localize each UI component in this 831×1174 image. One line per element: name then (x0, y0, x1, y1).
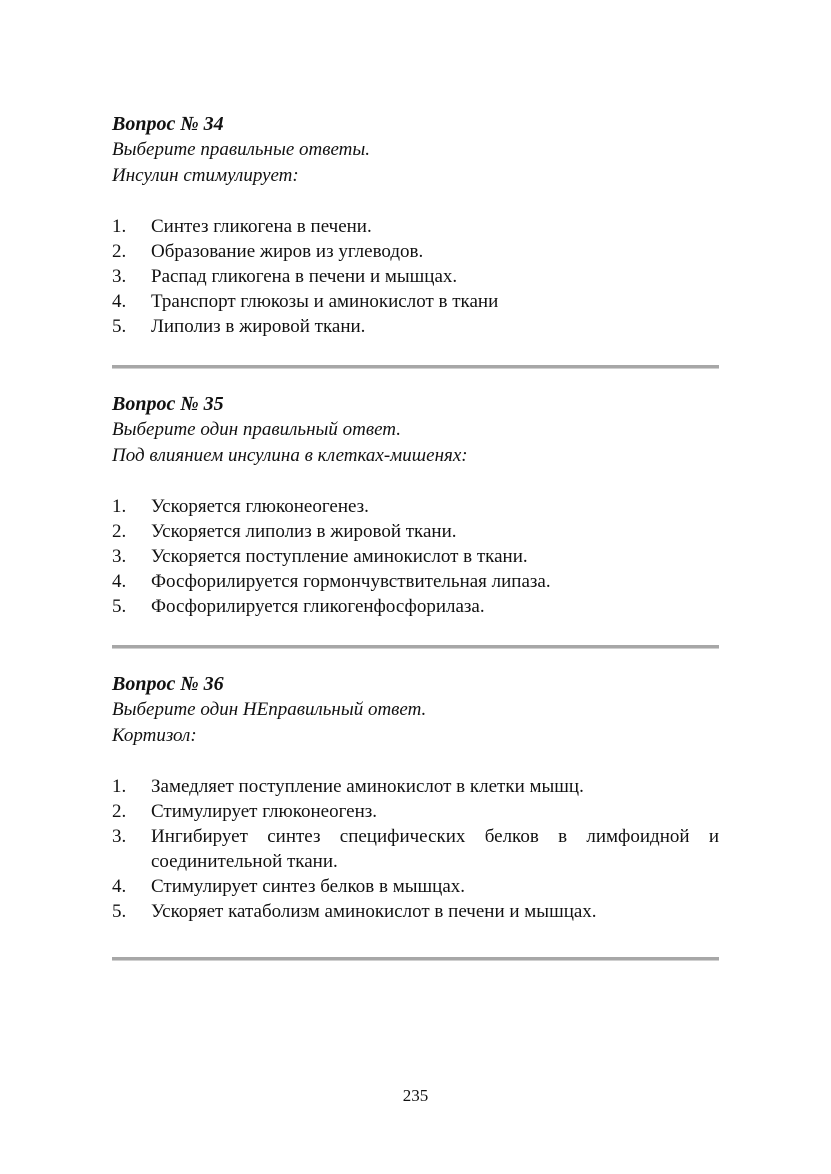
answer-number: 4. (112, 291, 127, 312)
answer-number: 3. (112, 266, 127, 287)
answer-option (112, 494, 719, 519)
answer-option (112, 774, 719, 799)
answer-number: 1. (112, 776, 127, 797)
question-prompt: Инсулин стимулирует: (112, 165, 299, 186)
answer-option (112, 824, 719, 874)
question-prompt: Кортизол: (112, 725, 197, 746)
section-divider (112, 365, 719, 369)
answer-number: 4. (112, 571, 127, 592)
answer-option (112, 239, 719, 264)
question-35 (112, 391, 719, 649)
section-divider (112, 957, 719, 961)
question-title: Вопрос № 36 (112, 673, 224, 695)
answer-text: Транспорт глюкозы и аминокислот в ткани (151, 291, 499, 312)
answer-number: 2. (112, 521, 127, 542)
page-number: 235 (402, 1086, 429, 1105)
answer-number: 1. (112, 496, 127, 517)
question-34 (112, 111, 719, 369)
answer-number: 5. (112, 316, 127, 337)
answer-option (112, 519, 719, 544)
question-prompt: Под влиянием инсулина в клетках-мишенях: (112, 445, 468, 466)
answer-number: 2. (112, 801, 127, 822)
answer-list (112, 494, 719, 619)
question-instruction: Выберите один НЕправильный ответ. (112, 699, 427, 720)
answer-option (112, 594, 719, 619)
answer-option (112, 289, 719, 314)
answer-text: Синтез гликогена в печени. (151, 216, 372, 237)
answer-number: 2. (112, 241, 127, 262)
page-content (112, 111, 719, 983)
answer-list (112, 774, 719, 924)
answer-text: Липолиз в жировой ткани. (151, 316, 366, 337)
answer-number: 5. (112, 596, 127, 617)
answer-option (112, 264, 719, 289)
answer-list (112, 214, 719, 339)
answer-text: Ускоряется липолиз в жировой ткани. (151, 521, 457, 542)
answer-text: Образование жиров из углеводов. (151, 241, 424, 262)
answer-text: Ускоряется поступление аминокислот в ткани. (151, 546, 528, 567)
answer-text: Ускоряет катаболизм аминокислот в печени и мышцах. (151, 901, 597, 922)
question-title: Вопрос № 34 (112, 113, 224, 135)
answer-text: Ускоряется глюконеогенез. (151, 496, 369, 517)
answer-text: Замедляет поступление аминокислот в клетки мышц. (151, 776, 584, 797)
question-instruction: Выберите один правильный ответ. (112, 419, 401, 440)
answer-number: 3. (112, 546, 127, 567)
question-36 (112, 671, 719, 961)
answer-text: Фосфорилируется гликогенфосфорилаза. (151, 596, 485, 617)
answer-number: 4. (112, 876, 127, 897)
question-title: Вопрос № 35 (112, 393, 224, 415)
answer-text: Ингибирует синтез специфических белков в лимфоидной и соединительной ткани. (151, 826, 719, 872)
answer-option (112, 874, 719, 899)
answer-option (112, 899, 719, 924)
answer-text: Распад гликогена в печени и мышцах. (151, 266, 458, 287)
answer-number: 1. (112, 216, 127, 237)
question-instruction: Выберите правильные ответы. (112, 139, 371, 160)
answer-option (112, 799, 719, 824)
section-divider (112, 645, 719, 649)
answer-number: 3. (112, 826, 127, 847)
answer-text: Стимулирует синтез белков в мышцах. (151, 876, 466, 897)
answer-text: Стимулирует глюконеогенз. (151, 801, 377, 822)
answer-option (112, 214, 719, 239)
answer-option (112, 314, 719, 339)
answer-option (112, 569, 719, 594)
answer-option (112, 544, 719, 569)
answer-text: Фосфорилируется гормончувствительная липаза. (151, 571, 551, 592)
answer-number: 5. (112, 901, 127, 922)
